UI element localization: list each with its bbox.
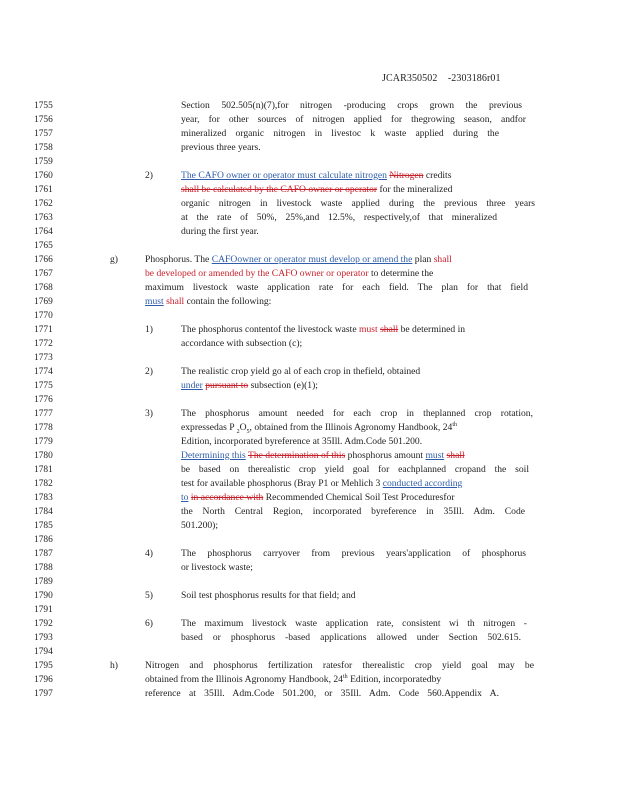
text-line: organic nitrogen in livestock waste applied during the previous three years <box>181 198 535 209</box>
deleted-text: shall <box>380 324 399 335</box>
line-number: 1755 <box>34 101 53 111</box>
deleted-text: be developed or amended by the CAFO owner or operator <box>145 268 369 279</box>
line-number: 1778 <box>34 423 53 433</box>
subscript: 5 <box>246 428 250 435</box>
line-number: 1768 <box>34 283 53 293</box>
text-span: plan <box>414 254 432 265</box>
line-number: 1775 <box>34 381 53 391</box>
line-number: 1788 <box>34 563 53 573</box>
text-line: during the first year. <box>181 226 259 237</box>
inserted-text: must <box>145 296 164 307</box>
item-marker: h) <box>110 660 118 671</box>
text-line: reference at 35Ill. Adm.Code 501.200, or 35Ill. Adm. Code 560.Appendix A. <box>145 688 499 699</box>
text-line: be based on therealistic crop yield goal for eachplanned cropand the soil <box>181 464 529 475</box>
text-line <box>145 674 441 686</box>
item-marker: 3) <box>145 408 153 419</box>
line-number: 1792 <box>34 619 53 629</box>
item-marker: 1) <box>145 324 153 335</box>
line-number: 1759 <box>34 157 53 167</box>
inserted-text: must <box>425 450 445 461</box>
text-line: The maximum livestock waste application rate, consistent wi th nitrogen - <box>181 618 527 629</box>
inserted-text: must <box>358 324 378 335</box>
text-line: the North Central Region, incorporated byreference in 35Ill. Adm. Code <box>181 506 525 517</box>
line-number: 1765 <box>34 241 53 251</box>
text-line <box>145 268 433 280</box>
text-span: expressedas P <box>181 422 235 433</box>
text-line: Edition, incorporated byreference at 35Ill. Adm.Code 501.200. <box>181 436 423 447</box>
text-line: accordance with subsection (c); <box>181 338 303 349</box>
text-span: , obtained from the Illinois Agronomy Handbook, 24 <box>249 422 453 433</box>
text-line: Nitrogen and phosphorus fertilization ratesfor therealistic crop yield goal may be <box>145 660 534 671</box>
text-line: Soil test phosphorus results for that field; and <box>181 590 356 601</box>
inserted-text: conducted according <box>382 478 463 489</box>
text-line <box>145 254 452 266</box>
text-span: test for available phosphorus (Bray P1 or Mehlich 3 <box>181 478 381 489</box>
line-number: 1790 <box>34 591 53 601</box>
text-line: Section 502.505(n)(7),for nitrogen -producing crops grown the previous <box>181 100 522 111</box>
text-line <box>181 422 457 434</box>
text-line: The phosphorus amount needed for each crop in theplanned crop rotation, <box>181 408 533 419</box>
item-marker: 2) <box>145 170 153 181</box>
deleted-text: shall <box>433 254 452 265</box>
text-line: The realistic crop yield go al of each crop in thefield, obtained <box>181 366 421 377</box>
line-number: 1783 <box>34 493 53 503</box>
text-span: The phosphorus contentof the livestock waste <box>181 324 357 335</box>
line-number: 1791 <box>34 605 53 615</box>
text-span: O <box>239 422 247 433</box>
line-number: 1779 <box>34 437 53 447</box>
text-span: obtained from the Illinois Agronomy Handbook, 24 <box>145 674 343 685</box>
text-line: based or phosphorus -based applications allowed under Section 502.615. <box>181 632 521 643</box>
line-number: 1763 <box>34 213 53 223</box>
text-line <box>181 478 462 490</box>
line-number: 1784 <box>34 507 53 517</box>
line-number: 1769 <box>34 297 53 307</box>
text-line: 501.200); <box>181 520 219 531</box>
inserted-text: The CAFO owner or operator must calculate nitrogen <box>181 170 387 181</box>
deleted-text: in accordance with <box>190 492 264 503</box>
line-number: 1760 <box>34 171 53 181</box>
text-span: credits <box>425 170 452 181</box>
line-number: 1785 <box>34 521 53 531</box>
text-span: for the mineralized <box>379 184 453 195</box>
text-line <box>181 450 465 462</box>
inserted-text: Determining this <box>181 450 246 461</box>
text-span: to determine the <box>370 268 434 279</box>
inserted-text: under <box>181 380 203 391</box>
superscript: th <box>452 421 457 428</box>
line-number: 1756 <box>34 115 53 125</box>
line-number: 1762 <box>34 199 53 209</box>
line-number: 1773 <box>34 353 53 363</box>
superscript: th <box>342 673 348 680</box>
text-span: subsection (e)(1); <box>250 380 318 391</box>
deleted-text: shall <box>446 450 465 461</box>
item-marker: 6) <box>145 618 153 629</box>
text-line <box>181 492 455 504</box>
line-number: 1766 <box>34 255 53 265</box>
text-span: phosphorus amount <box>347 450 424 461</box>
line-number: 1786 <box>34 535 53 545</box>
item-marker: 2) <box>145 366 153 377</box>
page-header <box>382 73 501 84</box>
deleted-text: shall <box>166 296 185 307</box>
text-line <box>181 170 451 182</box>
text-span: contain the following: <box>186 296 272 307</box>
line-number: 1793 <box>34 633 53 643</box>
item-marker: 5) <box>145 590 153 601</box>
line-number: 1776 <box>34 395 53 405</box>
line-number: 1781 <box>34 465 53 475</box>
line-number: 1782 <box>34 479 53 489</box>
line-number: 1771 <box>34 325 53 335</box>
deleted-text: Nitrogen <box>389 170 424 181</box>
item-marker: g) <box>110 254 118 265</box>
line-number: 1772 <box>34 339 53 349</box>
text-line: mineralized organic nitrogen in livestoc k waste applied during the <box>181 128 499 139</box>
text-line: year, for other sources of nitrogen applied for thegrowing season, andfor <box>181 114 526 125</box>
deleted-text: pursuant to <box>205 380 249 391</box>
line-number: 1796 <box>34 675 53 685</box>
line-number: 1767 <box>34 269 53 279</box>
text-line: previous three years. <box>181 142 261 153</box>
deleted-text: shall be calculated by the CAFO owner or operator <box>181 184 378 195</box>
text-span: Recommended Chemical Soil Test Proceduresfor <box>265 492 455 503</box>
text-line: maximum livestock waste application rate for each field. The plan for that field <box>145 282 528 293</box>
text-line: The phosphorus carryover from previous years'application of phosphorus <box>181 548 526 559</box>
text-line: or livestock waste; <box>181 562 253 573</box>
document-id: JCAR350502 <box>382 73 438 84</box>
line-number: 1777 <box>34 409 53 419</box>
text-line <box>181 380 318 392</box>
line-number: 1770 <box>34 311 53 321</box>
line-number: 1797 <box>34 689 53 699</box>
text-span: Edition, incorporatedby <box>350 674 442 685</box>
line-number: 1795 <box>34 661 53 671</box>
revision-id: -2303186r01 <box>447 73 501 84</box>
text-line <box>145 296 271 308</box>
line-number: 1780 <box>34 451 53 461</box>
inserted-text: to <box>181 492 189 503</box>
line-number: 1757 <box>34 129 53 139</box>
text-line <box>181 184 452 196</box>
line-number: 1787 <box>34 549 53 559</box>
text-line: at the rate of 50%, 25%,and 12.5%, respectively,of that mineralized <box>181 212 497 223</box>
line-number: 1761 <box>34 185 53 195</box>
text-line <box>181 324 465 336</box>
subscript: 2 <box>236 428 240 435</box>
deleted-text: The determination of this <box>247 450 346 461</box>
line-number: 1764 <box>34 227 53 237</box>
line-number: 1789 <box>34 577 53 587</box>
line-number: 1758 <box>34 143 53 153</box>
text-span: Phosphorus. The <box>145 254 210 265</box>
inserted-text: CAFOowner or operator must develop or amend the <box>211 254 413 265</box>
item-marker: 4) <box>145 548 153 559</box>
line-number: 1774 <box>34 367 53 377</box>
line-number: 1794 <box>34 647 53 657</box>
text-span: be determined in <box>400 324 466 335</box>
